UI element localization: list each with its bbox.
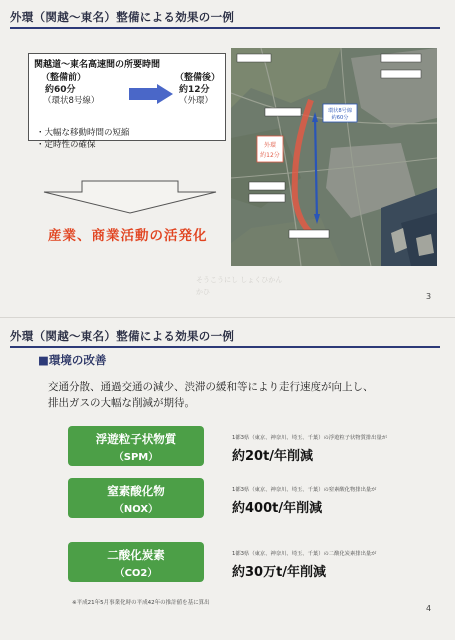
- label-co2: [68, 542, 204, 582]
- pill-title: 二酸化炭素: [107, 548, 165, 562]
- after-value: 約12分: [179, 85, 210, 95]
- label-nox: [68, 478, 204, 518]
- pill-title: 窒素酸化物: [107, 484, 165, 498]
- arrow-right-icon: [129, 84, 173, 104]
- before-note: （環状8号線）: [43, 96, 100, 106]
- after-note: （外環）: [179, 96, 214, 106]
- reduction-value: 約30万t/年削減: [232, 565, 327, 580]
- body-text-line: 交通分散、通過交通の減少、渋滞の緩和等により走行速度が向上し、: [48, 381, 374, 393]
- reduction-note: 1都3県（東京、神奈川、埼玉、千葉）の窒素酸化物排出量が: [232, 487, 377, 493]
- body-text-line: 排出ガスの大幅な削減が期待。: [48, 397, 195, 409]
- slide-travel-time: [0, 0, 455, 318]
- reduction-value: 約20t/年削減: [232, 449, 314, 464]
- aerial-route-map: [231, 48, 437, 266]
- slide1-title-rule: [10, 27, 440, 29]
- headline-industry-activation: 産業、商業活動の活発化: [48, 228, 208, 244]
- label-spm: [68, 426, 204, 466]
- footnote: ※平成21年5月事業化時の平成42年の推計値を基に算出: [72, 600, 210, 606]
- slide-environment: [0, 318, 455, 640]
- reduction-note: 1都3県（東京、神奈川、埼玉、千葉）の浮遊粒子状物質排出量が: [232, 435, 388, 441]
- subheading-text: 環境の改善: [48, 353, 107, 367]
- after-label: （整備後）: [175, 73, 221, 83]
- down-arrow-icon: [42, 180, 218, 214]
- page-number: 4: [426, 604, 432, 613]
- outer-ring-label: 外環: [263, 142, 277, 149]
- faint-bleed-text: そうこうにし しょくひかん: [196, 276, 283, 284]
- faint-bleed-text: かひ: [196, 288, 210, 296]
- slide1-title: 外環（関越～東名）整備による効果の一例: [10, 10, 235, 24]
- slide2-title: 外環（関越～東名）整備による効果の一例: [10, 329, 235, 343]
- before-value: 約60分: [45, 85, 76, 95]
- kan8-time: 約60分: [331, 115, 349, 121]
- outer-ring-time: 約12分: [260, 152, 280, 159]
- slide2-title-rule: [10, 346, 440, 348]
- page-number: 3: [426, 292, 432, 301]
- before-label: （整備前）: [41, 73, 87, 83]
- pill-abbrev: （NOX）: [113, 504, 159, 515]
- reduction-note: 1都3県（東京、神奈川、埼玉、千葉）の二酸化炭素排出量が: [232, 551, 377, 557]
- aerial-map-image: [231, 48, 437, 266]
- pill-abbrev: （SPM）: [113, 452, 159, 463]
- reduction-value: 約400t/年削減: [232, 501, 323, 516]
- bullet-punctuality: ・定時性の確保: [36, 140, 96, 150]
- pill-abbrev: （CO2）: [114, 568, 158, 579]
- bullet-time-reduction: ・大幅な移動時間の短縮: [36, 128, 130, 138]
- travel-time-heading: 関越道～東名高速間の所要時間: [34, 60, 161, 70]
- square-bullet-icon: ■: [38, 353, 49, 367]
- kan8-label: 環状8号線: [327, 108, 353, 114]
- subheading-environment: [38, 352, 106, 368]
- pill-title: 浮遊粒子状物質: [95, 432, 177, 446]
